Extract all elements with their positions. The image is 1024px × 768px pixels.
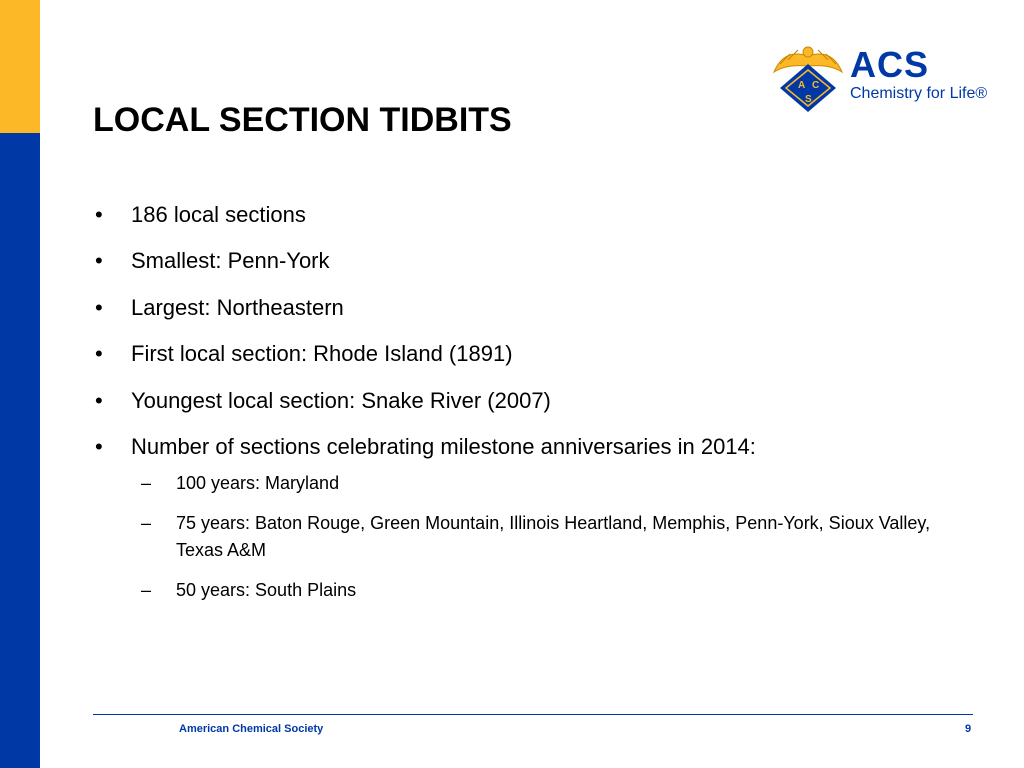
sub-bullet-item [93,577,973,604]
sub-bullet-item [93,470,973,497]
bullet-list [93,200,973,617]
sub-bullet-list [93,470,973,604]
bullet-item [93,200,973,246]
sub-bullet-item [93,510,966,564]
bullet-marker: • [95,433,103,459]
bullet-marker: • [95,294,103,320]
slide-title: LOCAL SECTION TIDBITS [93,101,512,139]
bullet-marker: • [95,202,103,227]
bullet-item [93,386,973,432]
bullet-text: Smallest: Penn-York [131,248,330,274]
acs-eagle-emblem-icon [770,42,846,114]
bullet-text: Number of sections celebrating milestone anniversaries in 2014: [131,433,756,459]
sub-bullet-marker: – [141,472,152,493]
bullet-item [93,339,973,385]
bullet-marker: • [95,387,103,413]
sub-bullet-marker: – [141,512,152,533]
bullet-text: Youngest local section: Snake River (2007) [131,387,551,413]
footer-organization: American Chemical Society [179,723,324,735]
logo-wordmark: ACS [850,44,930,85]
sub-bullet-marker: – [141,579,152,600]
emblem-letter-s: S [805,94,812,105]
sub-bullet-text: 75 years: Baton Rouge, Green Mountain, Illinois Heartland, Memphis, Penn-York, Sioux Valley, Texas A&M [176,512,931,560]
logo-tagline: Chemistry for Life® [850,85,988,102]
bullet-text: First local section: Rhode Island (1891) [131,341,513,367]
emblem-letter-a: A [798,80,806,91]
accent-stripe-blue [0,133,40,768]
bullet-text: 186 local sections [131,202,306,227]
bullet-marker: • [95,341,103,367]
emblem-letter-c: C [812,80,820,91]
acs-logo [770,42,988,114]
accent-stripe-yellow [0,0,40,133]
bullet-text: Largest: Northeastern [131,294,344,320]
bullet-marker: • [95,248,103,274]
footer-divider [93,714,973,715]
bullet-item [93,293,973,339]
page-number: 9 [965,723,972,735]
bullet-item [93,432,973,470]
bullet-item [93,246,973,292]
sub-bullet-text: 100 years: Maryland [176,472,340,493]
sub-bullet-text: 50 years: South Plains [176,579,357,600]
